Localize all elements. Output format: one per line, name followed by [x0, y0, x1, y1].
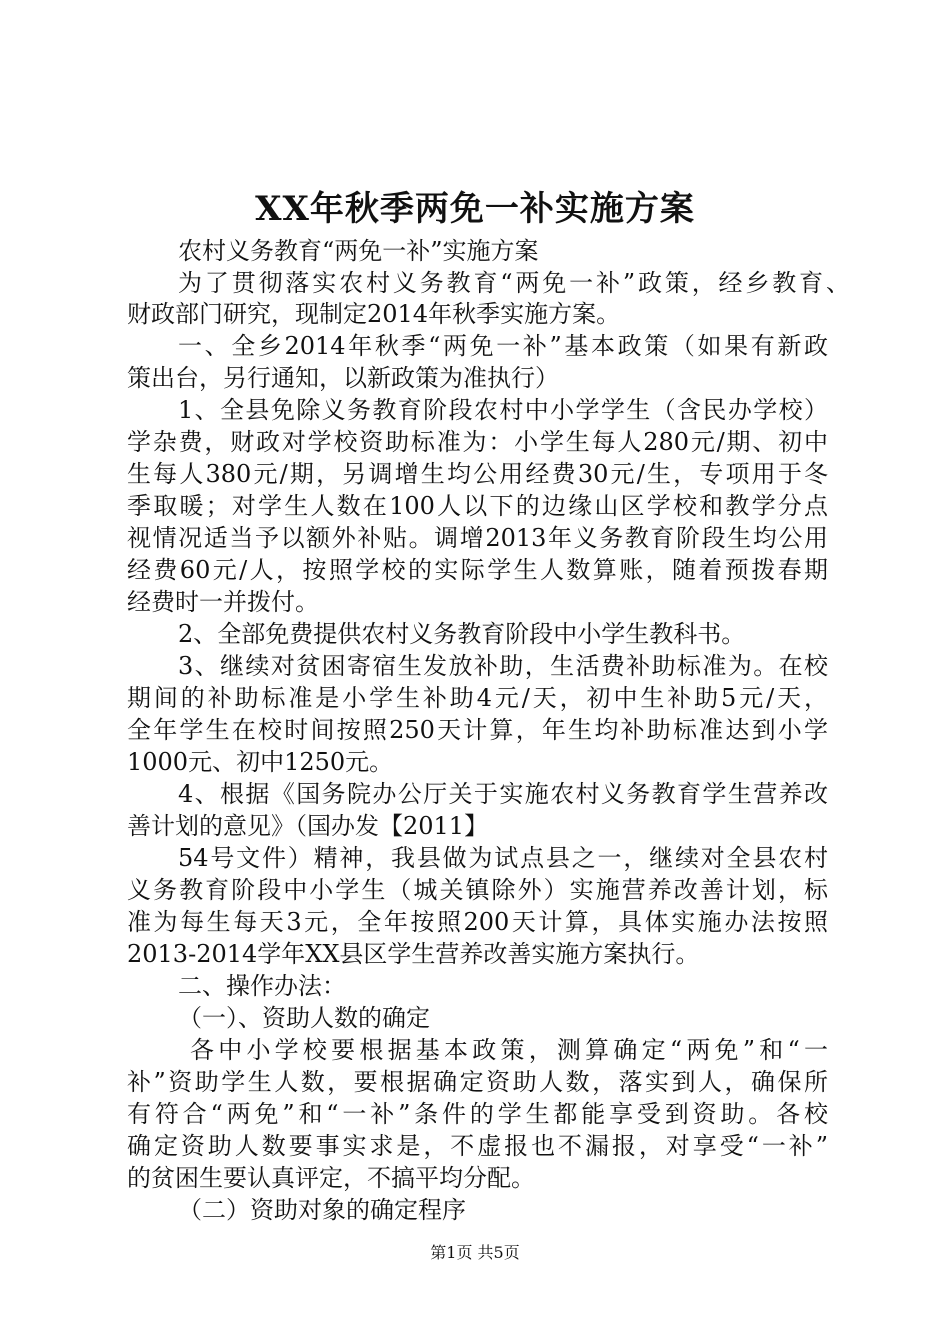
paragraph-line: 季取暖；对学生人数在100人以下的边缘山区学校和教学分点: [127, 492, 828, 520]
subsection-heading: （一）、资助人数的确定: [178, 1004, 430, 1032]
paragraph-line: 一、全乡2014年秋季“两免一补”基本政策（如果有新政: [178, 332, 828, 360]
paragraph-line: 为了贯彻落实农村义务教育“两免一补”政策，经乡教育、: [178, 269, 850, 297]
paragraph-line: 补”资助学生人数，要根据确定资助人数，落实到人，确保所: [127, 1068, 828, 1096]
paragraph-line: 生每人380元/期，另调增生均公用经费30元/生，专项用于冬: [127, 460, 828, 488]
paragraph-line: 确定资助人数要事实求是，不虚报也不漏报，对享受“一补”: [127, 1132, 828, 1160]
page-number-footer: 第1页 共5页: [430, 1243, 520, 1262]
paragraph-line: 2、全部免费提供农村义务教育阶段中小学生教科书。: [178, 620, 746, 648]
subsection-heading: （二）资助对象的确定程序: [178, 1196, 466, 1224]
paragraph-line: 全年学生在校时间按照250天计算，年生均补助标准达到小学: [127, 716, 828, 744]
paragraph-line: 有符合“两免”和“一补”条件的学生都能享受到资助。各校: [127, 1100, 828, 1128]
paragraph-line: 学杂费，财政对学校资助标准为：小学生每人280元/期、初中: [127, 428, 828, 456]
paragraph-line: 各中小学校要根据基本政策，测算确定“两免”和“一: [190, 1036, 828, 1064]
paragraph-line: 义务教育阶段中小学生（城关镇除外）实施营养改善计划，标: [127, 876, 828, 904]
paragraph-line: 4、根据《国务院办公厅关于实施农村义务教育学生营养改: [178, 780, 828, 808]
paragraph-line: 1000元、初中1250元。: [127, 748, 394, 776]
paragraph-line: 1、全县免除义务教育阶段农村中小学学生（含民办学校）: [178, 396, 828, 424]
paragraph-line: 2013-2014学年XX县区学生营养改善实施方案执行。: [127, 940, 700, 968]
paragraph-line: 策出台，另行通知，以新政策为准执行）: [127, 364, 559, 392]
paragraph-line: 的贫困生要认真评定，不搞平均分配。: [127, 1164, 535, 1192]
paragraph-line: 善计划的意见》（国办发【2011】: [127, 812, 489, 840]
paragraph-line: 农村义务教育“两免一补”实施方案: [178, 237, 539, 265]
page-title: XX年秋季两免一补实施方案: [255, 189, 695, 229]
section-heading: 二、操作办法：: [178, 972, 346, 1000]
paragraph-line: 3、继续对贫困寄宿生发放补助，生活费补助标准为。在校: [178, 652, 828, 680]
paragraph-line: 视情况适当予以额外补贴。调增2013年义务教育阶段生均公用: [127, 524, 828, 552]
paragraph-line: 经费60元/人，按照学校的实际学生人数算账，随着预拨春期: [127, 556, 828, 584]
paragraph-line: 经费时一并拨付。: [127, 588, 319, 616]
paragraph-line: 期间的补助标准是小学生补助4元/天，初中生补助5元/天，: [127, 684, 828, 712]
paragraph-line: 准为每生每天3元，全年按照200天计算，具体实施办法按照: [127, 908, 828, 936]
paragraph-line: 财政部门研究，现制定2014年秋季实施方案。: [127, 300, 621, 328]
paragraph-line: 54号文件）精神，我县做为试点县之一，继续对全县农村: [178, 844, 828, 872]
